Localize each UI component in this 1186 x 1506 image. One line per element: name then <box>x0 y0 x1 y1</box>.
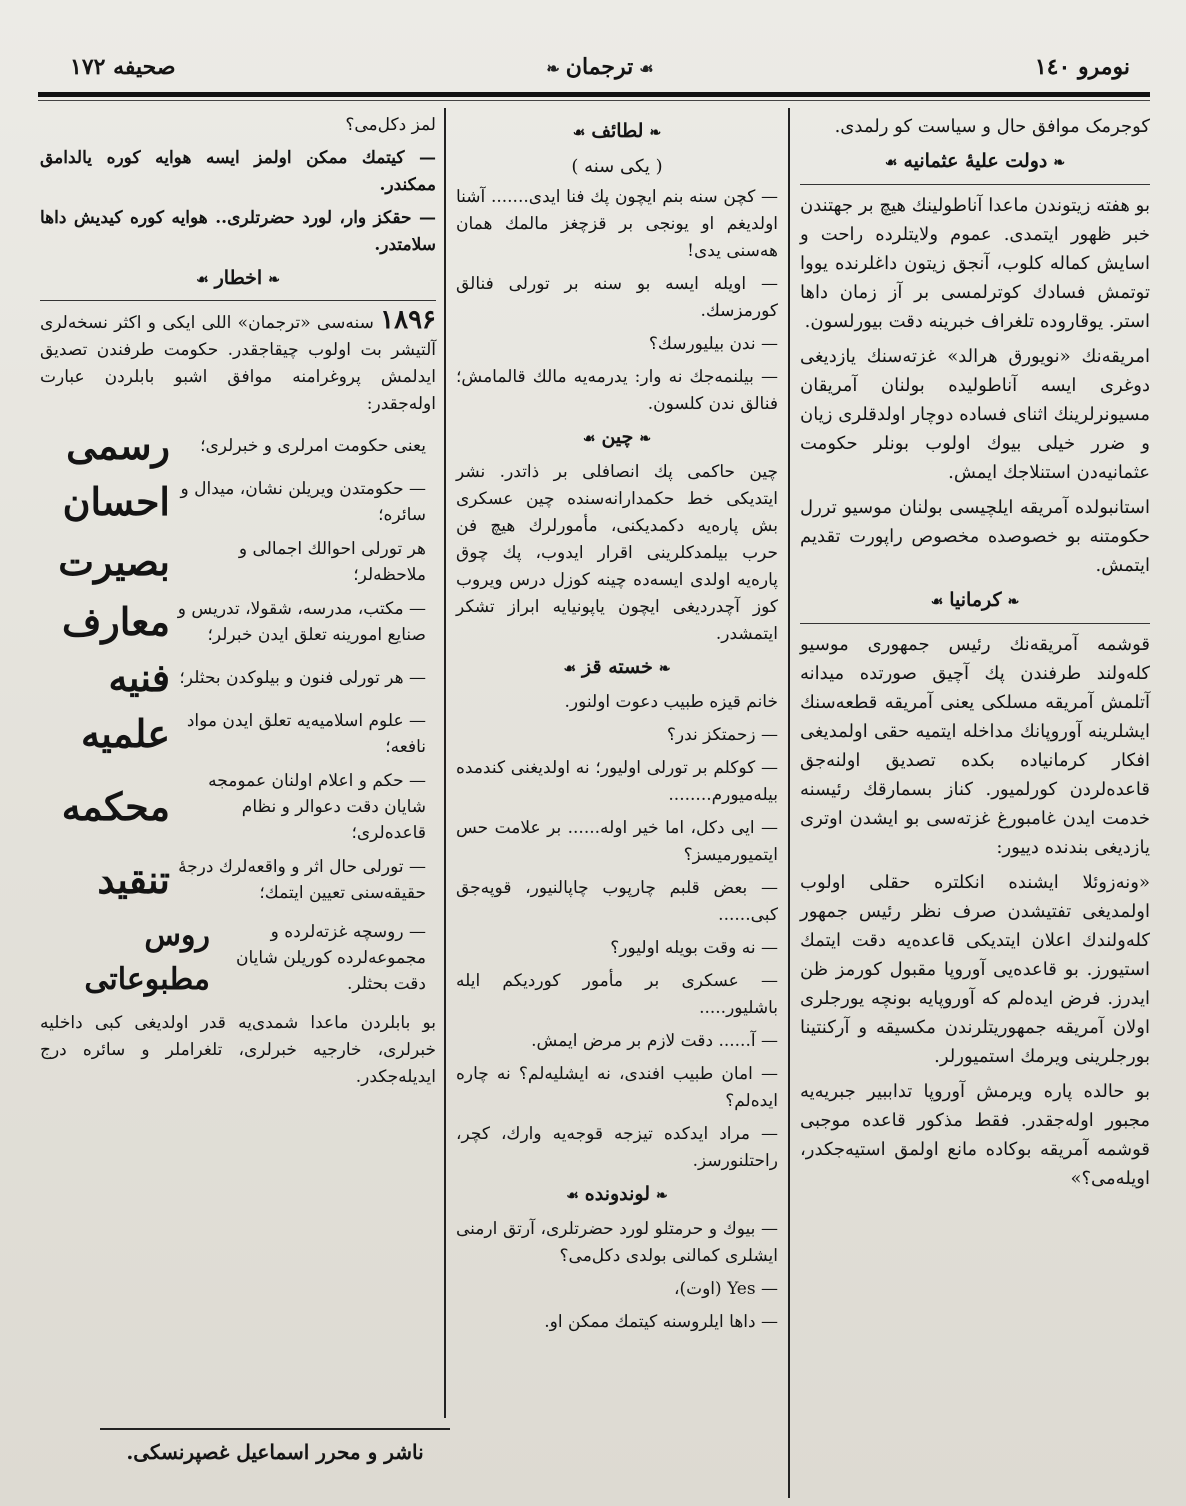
issue-number: نومرو ۱٤۰ <box>1034 54 1130 80</box>
program-item <box>40 596 436 648</box>
paragraph: — کوکلم بر تورلی اولیور؛ نه اولدیغنی کندمده بیله‌میورم........ <box>456 758 778 805</box>
ornament-icon: ❧ <box>1007 594 1020 610</box>
section-rule <box>800 184 1150 185</box>
newspaper-title <box>60 54 1140 80</box>
program-item <box>40 768 436 846</box>
ornament-icon: ☙ <box>566 1188 579 1204</box>
program-item <box>40 536 436 588</box>
paragraph: — امان طبیب افندی، نه ایشلیه‌لم؟ نه چاره ایده‌لم؟ <box>456 1064 778 1111</box>
program-item <box>40 854 436 906</box>
column-middle <box>456 112 778 1342</box>
program-list <box>40 424 436 1002</box>
section-title-text: خسته قز <box>582 656 653 678</box>
ornament-icon: ❧ <box>639 431 652 447</box>
ornament-icon: ❧ <box>268 272 280 288</box>
paragraph: — ایی دکل، اما خیر اوله...... بر علامت حس ایتمیورمیسز؟ <box>456 818 778 865</box>
column-right <box>800 112 1150 1199</box>
footer-rule <box>100 1428 450 1430</box>
program-desc: — تورلی حال اثر و واقعه‌لرك درجهٔ حقیقه‌سنی تعیین ایتمك؛ <box>178 857 426 903</box>
paragraph: — حقکز وار، لورد حضرتلری.. هوایه کوره کیدیش داها سلامتدر. <box>40 208 436 255</box>
ornament-icon: ☙ <box>572 125 586 141</box>
header-rule <box>38 92 1150 97</box>
paragraph: خانم قیزه طبیب دعوت اولنور. <box>564 692 778 712</box>
program-item <box>40 656 436 700</box>
ornament-icon: ❧ <box>546 59 560 78</box>
announcement-body: سنه‌سی «ترجمان» اللی ایکی و اکثر نسخه‌لری آلتیشر بت اولوب چیقاجقدر. حکومت طرفندن تصدیق ایدلمش پروغرامنه موافق اشبو بابلردن عبارت اوله‌جقدر: <box>40 313 436 414</box>
section-title <box>456 424 778 453</box>
paragraph: — مراد ایدکده تیزجه قوجه‌یه وارك، کچر، راحتلنورسز. <box>456 1124 778 1171</box>
paragraph: بو حالده پاره ویرمش آوروپا تداببیر جبریه‌یه مجبور اوله‌جقدر. فقط مذکور قاعده موجبی قوشمه آمریقه بوکاده مانع اولمق استیه‌جکدر، اویله‌می؟» <box>800 1081 1150 1189</box>
paragraph: قوشمه آمریقه‌نك رئیس جمهوری موسیو کله‌ولند طرفندن پك آچیق صورتده میدانه آتلمش آمریقه مسلکی یعنی آمریقه قطعه‌سنك ایشلرینه آوروپانك مداخله ایتمیه حقی اولمدیغی افکار کرمانیاده بکده تصدیق اولنه‌جق قاعده‌لردن کورلمیور. کناز بسمارقك رئیسنه خدمت ایدن غامبورغ غزته‌سی بو ایشدن اوتری یازدیغی بندنده دییور: <box>800 634 1150 858</box>
program-desc: — حکومتدن ویریلن نشان، میدال و سائره؛ <box>180 479 426 525</box>
section-title <box>456 1181 778 1210</box>
paragraph: — بعض قلبم چارپوب چاپالنیور، قوپه‌جق کبی...... <box>456 878 778 925</box>
closing-text: بو بابلردن ماعدا شمدی‌یه قدر اولدیغی کبی داخلیه خبرلری، خارجیه خبرلری، تلغراملر و سائره درج ایدیله‌جکدر. <box>40 1013 436 1087</box>
section-rule <box>40 300 436 301</box>
paragraph: «ونه‌زوئلا ایشنده انکلتره حقلی اولوب اولمدیغی تفتیشدن صرف نظر رئیس جمهور کله‌ولندك اعلان ایتدیکی قاعده‌یه دقت ایتمك استیورز. بو قاعده‌یی آوروپا مقبول کورمز ظن ایدرز. فرض ایده‌لم که آوروپایه بونچه یورجلری اولان آمریقه جمهوریتلرندن مکسیقه و آرکنتینا بورجلرینی ویرمك استمیورلر. <box>800 872 1150 1067</box>
paragraph: — زحمتکز ندر؟ <box>666 725 778 745</box>
column-divider <box>788 108 790 1498</box>
paragraph: بو هفته زیتوندن ماعدا آناطولینك هیچ بر جهتندن خبر ظهور ایتمدی. عموم ولایتلرده راحت و اسایش کماله کلوب، آنجق زیتون داغلرنده یووا توتمش فسادك کوترلمسی بر آز زمان داها استر. یوقاروده تلغراف خبرینه دقت بیورلسون. <box>800 195 1150 332</box>
column-divider <box>444 108 446 1418</box>
ornament-icon: ☙ <box>563 661 577 677</box>
ornament-icon: ❧ <box>1053 155 1066 171</box>
ornament-icon: ❧ <box>658 661 671 677</box>
program-desc: — علوم اسلامیه‌یه تعلق ایدن مواد نافعه؛ <box>186 711 426 757</box>
paragraph: — عسکری بر مأمور کوردیکم ایله باشلیور..... <box>456 971 778 1018</box>
paragraph: — نه وقت بویله اولیور؟ <box>610 938 778 958</box>
program-term: رسمی <box>66 423 170 468</box>
paragraph: — بیلنمه‌جك نه وار: یدرمه‌یه مالك قالمامش؛ فنالق ندن کلسون. <box>456 367 778 414</box>
ornament-icon: ☙ <box>884 155 898 171</box>
section-title-text: اخطار <box>214 267 263 289</box>
section-title <box>456 118 778 147</box>
page-header <box>60 48 1140 88</box>
section-title-text: لطائف <box>591 120 644 142</box>
program-term: فنیه <box>108 655 170 700</box>
program-desc: — هر تورلی فنون و بیلوکدن بحثلر؛ <box>179 668 426 688</box>
ornament-icon: ☙ <box>639 59 654 78</box>
section-title <box>800 586 1150 617</box>
section-title <box>40 265 436 294</box>
program-term: احسان <box>62 479 170 524</box>
program-term: محکمه <box>61 784 170 829</box>
paragraph: — اویله ایسه بو سنه بر تورلی فنالق کورمزسك. <box>456 274 778 321</box>
ornament-icon: ☙ <box>196 272 209 288</box>
section-title-text: دولت علیهٔ عثمانیه <box>903 150 1048 172</box>
paragraph: امریقه‌نك «نویورق هرالد» غزته‌سنك یازدیغی دوغری ایسه آناطولیده بولنان آمریقان مسیونرلرینك اثنای فساده دوچار اولدقلری زیان و ضرر خیلی بیوك اولوب بونلر حکومت عثمانیه‌دن استنلاجك ایمش. <box>800 346 1150 483</box>
ornament-icon: ❧ <box>649 125 662 141</box>
section-title <box>456 654 778 683</box>
announcement-text <box>40 307 436 418</box>
program-desc: — مکتب، مدرسه، شقولا، تدریس و صنایع امورینه تعلق ایدن خبرلر؛ <box>177 599 426 645</box>
newspaper-title-text: ترجمان <box>565 54 634 80</box>
paragraph: استانبولده آمریقه ایلچیسی بولنان موسیو تررل حکومتنه بو خصوصده مخصوص راپورت تقدیم ایتمش. <box>800 497 1150 576</box>
program-item <box>40 708 436 760</box>
section-title-text: چین <box>601 426 634 448</box>
section-title-text: کرمانیا <box>949 589 1002 611</box>
program-item <box>40 914 436 1002</box>
page-number: صحیفه ۱۷۲ <box>70 54 176 80</box>
program-term: معارف <box>61 599 170 644</box>
program-term: روس مطبوعاتی <box>84 918 210 997</box>
year: ۱۸۹۶ <box>380 305 437 335</box>
paragraph: — کچن سنه بنم ایچون پك فنا ایدی....... آشنا اولدیغم او یونجی بر قزچغز مالمك همان هه‌سنی یدی! <box>456 187 778 261</box>
paragraph: — ندن بیلیورسك؟ <box>648 334 778 354</box>
program-term: علمیه <box>80 711 170 756</box>
section-rule <box>800 623 1150 624</box>
header-rule-thin <box>38 100 1150 101</box>
program-item <box>40 424 436 468</box>
ornament-icon: ☙ <box>582 431 596 447</box>
program-desc: — روسچه غزته‌لرده و مجموعه‌لرده کوریلن شایان دقت بحثلر. <box>236 922 426 994</box>
ornament-icon: ❧ <box>656 1188 668 1204</box>
intro-text: کوجرمک موافق حال و سیاست کو رلمدی. <box>834 116 1150 137</box>
ornament-icon: ☙ <box>930 594 944 610</box>
program-desc: هر تورلی احوالك اجمالی و ملاحظه‌لر؛ <box>238 539 426 585</box>
publisher-line: ناشر و محرر اسماعیل غصپرنسکی. <box>126 1440 424 1464</box>
paragraph: — کیتمك ممکن اولمز ایسه هوایه کوره یالدامق ممکندر. <box>40 148 436 195</box>
column-left <box>40 112 436 1097</box>
paragraph: — بیوك و حرمتلو لورد حضرتلری، آرتق ارمنی ایشلری کمالنی بولدی دکل‌می؟ <box>456 1219 778 1266</box>
program-desc: — حکم و اعلام اولنان عمومجه شایان دقت دعوالر و نظام قاعده‌لری؛ <box>208 771 426 843</box>
section-subtitle: ( یکی سنه ) <box>571 156 663 177</box>
program-term: تنقید <box>97 857 170 902</box>
paragraph: — Yes (اوت)، <box>673 1279 778 1299</box>
section-title-text: لوندونده <box>584 1183 651 1205</box>
program-term: بصیرت <box>58 539 170 584</box>
paragraph: — آ...... دقت لازم بر مرض ایمش. <box>531 1031 778 1051</box>
paragraph: چین حاکمی پك انصافلی بر ذاتدر. نشر ایتدیکی خط حکمدارانه‌سنده چین عسکری بش پاره‌یه دکمدیکنی، مأمورلرك هیچ فن حرب بیلمدکلرینی اقرار ایدوب، پك چوق پاره‌یه اولدی ایسه‌ده چینه کوزل درس ویروب کوز آچدردیغی ایچون یاپونیایه ابراز تشکر ایتمشدر. <box>456 462 778 644</box>
section-title <box>800 147 1150 178</box>
paragraph: لمز دکل‌می؟ <box>345 115 436 135</box>
program-desc: یعنی حکومت امرلری و خبرلری؛ <box>200 436 426 456</box>
program-item <box>40 476 436 528</box>
paragraph: — داها ایلروسنه کیتمك ممکن او. <box>544 1312 778 1332</box>
